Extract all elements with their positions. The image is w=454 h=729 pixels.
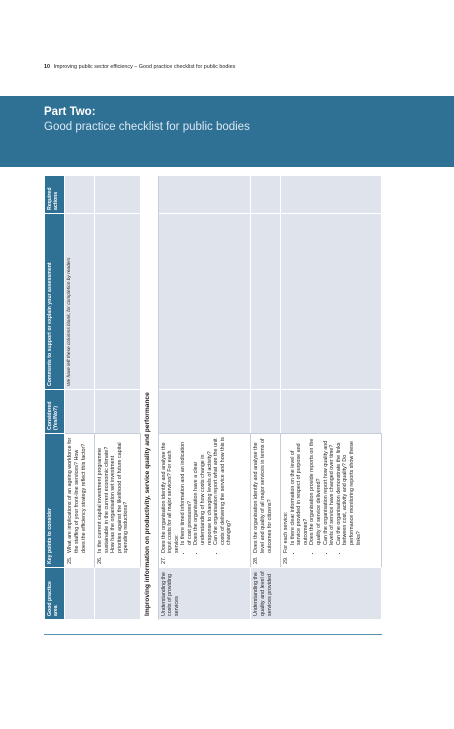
- point-text: Does the organisation identify and analyse the level and quality of all major services in terms of outcomes for citizens?: [253, 438, 273, 553]
- comments-cell: [95, 214, 141, 390]
- point-number: 28.: [253, 556, 260, 564]
- table-row: [251, 176, 281, 620]
- comments-cell: [65, 214, 95, 390]
- point-number: 29.: [283, 556, 290, 564]
- table-header-row: [45, 176, 65, 620]
- header-actions: Required actions: [45, 176, 65, 214]
- table-row: [95, 176, 141, 620]
- considered-cell: [95, 390, 141, 434]
- key-cell: [281, 434, 382, 568]
- bullet-item: • Does the organisation have a clear understanding of how costs change in response to changing levels of activity?: [193, 437, 213, 545]
- point-number: 25.: [67, 556, 74, 564]
- page-number: 10: [44, 64, 50, 70]
- running-head: [44, 64, 235, 70]
- considered-cell: [251, 390, 281, 434]
- bullet-item: • Can the organisation report how quality and levels of service have changed over time?: [323, 437, 336, 545]
- point-text: For each service:: [283, 511, 290, 553]
- point-text: Is the current capital investment programme sustainable in the current economic climate? How has the organisation set investment priorities against the likelihood of future capital spending reductions?: [97, 442, 130, 553]
- table-row: [281, 176, 382, 620]
- bullet-item: • Can the organisation demonstrate the links between cost, activity and quality? Do performance monitoring reports show these links?: [336, 437, 362, 545]
- bullet-list: [290, 437, 363, 553]
- banner-title: Part Two:: [44, 106, 96, 118]
- actions-cell: [281, 176, 382, 214]
- running-head-text: Improving public sector efficiency – Good practice checklist for public bodies: [53, 64, 236, 70]
- considered-cell: [281, 390, 382, 434]
- area-cell: Understanding the quality and level of services provided: [251, 568, 382, 620]
- actions-cell: [65, 176, 95, 214]
- section-heading-row: [140, 176, 158, 620]
- comments-cell: [281, 214, 382, 390]
- area-cell: [65, 568, 95, 620]
- area-cell: Understanding the costs of providing services: [158, 568, 251, 620]
- bottom-rule: [44, 634, 382, 635]
- point-number: 26.: [97, 556, 104, 564]
- table-row: [65, 176, 95, 620]
- bullet-item: • Can the organisation report what are the unit costs of delivering the service and how this is changing?: [213, 437, 233, 545]
- bullet-item: • Is there clear information on the level of service provided in respect of purpose and outcomes?: [290, 437, 310, 545]
- checklist-table-frame: [44, 176, 382, 620]
- bullet-item: • Is there timed information and an indication of cost pressures?: [180, 437, 193, 545]
- comments-cell: [158, 214, 251, 390]
- blank-columns-note: We have left these columns blank, for completion by readers: [67, 257, 73, 386]
- section-heading: Improving information on productivity, service quality and performance: [140, 176, 158, 620]
- point-text: What are implications of an ageing workforce for the staffing of your front-line services? How does the efficiency strategy reflect this factor?: [67, 437, 87, 553]
- header-comments: Comments to support or explain your assessment: [45, 214, 65, 390]
- area-cell: [95, 568, 141, 620]
- point-text: Does the organisation identify and analyse the input costs for all major services? For each service:: [160, 442, 180, 553]
- key-cell: [251, 434, 281, 568]
- header-considered: Considered (Yes/No?): [45, 390, 65, 434]
- comments-cell: [251, 214, 281, 390]
- banner-subtitle: Good practice checklist for public bodies: [44, 121, 250, 133]
- considered-cell: [158, 390, 251, 434]
- header-area: Good practice area: [45, 568, 65, 620]
- table-row: [158, 176, 251, 620]
- header-key: Key points to consider: [45, 434, 65, 568]
- point-number: 27.: [160, 556, 167, 564]
- bullet-item: • Does the organisation provide reports on the quality of service delivered?: [309, 437, 322, 545]
- rotated-table-container: [44, 176, 382, 620]
- key-cell: [65, 434, 95, 568]
- actions-cell: [251, 176, 281, 214]
- checklist-table: [44, 176, 382, 620]
- part-banner: [0, 96, 454, 167]
- actions-cell: [95, 176, 141, 214]
- key-cell: [158, 434, 251, 568]
- bullet-list: [180, 437, 233, 553]
- actions-cell: [158, 176, 251, 214]
- considered-cell: [65, 390, 95, 434]
- key-cell: [95, 434, 141, 568]
